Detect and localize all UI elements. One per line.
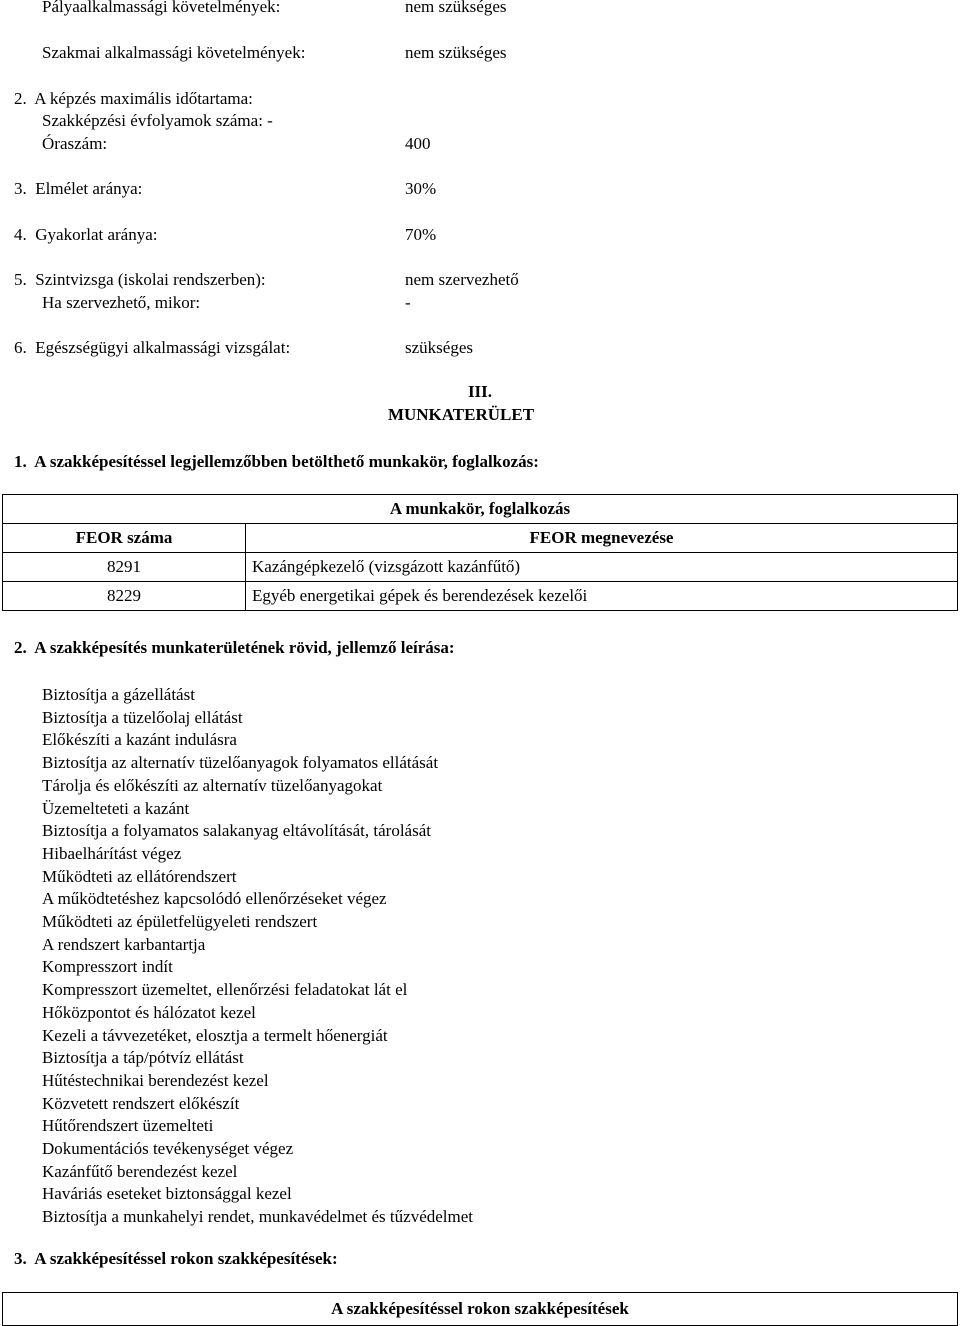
point2-heading: 2. A szakképesítés munkaterületének rövid, jellemző leírása: (14, 638, 455, 657)
egeszsegugyi-label: 6. Egészségügyi alkalmassági vizsgálat: (14, 338, 291, 357)
list-item: Kompresszort üzemeltet, ellenőrzési feladatokat lát el (42, 980, 408, 1000)
palyaalkalmassagi-label: Pályaalkalmassági követelmények: (42, 0, 281, 16)
feor-table (2, 494, 958, 611)
duties-list (42, 684, 473, 1229)
list-item: Tárolja és előkészíti az alternatív tüzelőanyagokat (42, 775, 383, 795)
list-item: A rendszert karbantartja (42, 934, 206, 954)
list-item: Haváriás eseteket biztonsággal kezel (42, 1184, 292, 1204)
szintvizsga-value: nem szervezhető (405, 270, 519, 289)
section-title: MUNKATERÜLET (387, 405, 535, 424)
list-item: Működteti az ellátórendszert (42, 866, 237, 886)
egeszsegugyi-value: szükséges (405, 338, 473, 357)
list-item: Biztosítja az alternatív tüzelőanyagok folyamatos ellátását (42, 753, 439, 773)
szakmai-label: Szakmai alkalmassági követelmények: (42, 43, 306, 62)
list-item: Dokumentációs tevékenységet végez (42, 1139, 294, 1159)
feor-code: 8229 (3, 582, 246, 611)
list-item: Biztosítja a folyamatos salakanyag eltávolítását, tárolását (42, 821, 431, 841)
szakmai-value: nem szükséges (405, 43, 507, 62)
list-item: Biztosítja a munkahelyi rendet, munkavédelmet és tűzvédelmet (42, 1207, 474, 1227)
rokon-table (2, 1292, 958, 1326)
point3-heading: 3. A szakképesítéssel rokon szakképesítések: (14, 1249, 338, 1268)
list-item: Kompresszort indít (42, 957, 173, 977)
point1-heading: 1. A szakképesítéssel legjellemzőbben betölthető munkakör, foglalkozás: (14, 452, 539, 471)
list-item: Kezeli a távvezetéket, elosztja a termelt hőenergiát (42, 1025, 388, 1045)
list-item: Hűtőrendszert üzemelteti (42, 1116, 214, 1136)
list-item: Kazánfűtő berendezést kezel (42, 1161, 238, 1181)
elmelet-label: 3. Elmélet aránya: (14, 179, 143, 198)
list-item: A működtetéshez kapcsolódó ellenőrzéseket végez (42, 889, 387, 909)
feor-caption: A munkakör, foglalkozás (3, 495, 958, 524)
table-row (3, 582, 958, 611)
list-item: Hibaelhárítást végez (42, 843, 182, 863)
list-item: Közvetett rendszert előkészít (42, 1093, 240, 1113)
gyakorlat-label: 4. Gyakorlat aránya: (14, 225, 158, 244)
rokon-table-header: A szakképesítéssel rokon szakképesítések (3, 1293, 958, 1326)
gyakorlat-value: 70% (405, 225, 437, 244)
palyaalkalmassagi-value: nem szükséges (405, 0, 507, 16)
list-item: Előkészíti a kazánt indulásra (42, 730, 237, 750)
elmelet-value: 30% (405, 179, 437, 198)
feor-name: Egyéb energetikai gépek és berendezések kezelői (246, 582, 958, 611)
list-item: Biztosítja a tüzelőolaj ellátást (42, 707, 243, 727)
feor-caption-row (3, 495, 958, 524)
feor-col-code-header: FEOR száma (3, 524, 246, 553)
oraszam-label: Óraszám: (42, 134, 108, 153)
feor-header-row (3, 524, 958, 553)
list-item: Hőközpontot és hálózatot kezel (42, 1002, 256, 1022)
table-row (3, 553, 958, 582)
list-item: Üzemelteteti a kazánt (42, 798, 190, 818)
section-roman-numeral: III. (467, 382, 493, 401)
ha-szervezheto-value: - (405, 293, 411, 312)
rokon-header-row (3, 1293, 958, 1326)
list-item: Biztosítja a gázellátást (42, 685, 195, 704)
oraszam-value: 400 (405, 134, 431, 153)
list-item: Hűtéstechnikai berendezést kezel (42, 1070, 269, 1090)
ha-szervezheto-label: Ha szervezhető, mikor: (42, 293, 201, 312)
kepzes-label: 2. A képzés maximális időtartama: (14, 89, 253, 108)
szintvizsga-label: 5. Szintvizsga (iskolai rendszerben): (14, 270, 266, 289)
feor-name: Kazángépkezelő (vizsgázott kazánfűtő) (246, 553, 958, 582)
list-item: Működteti az épületfelügyeleti rendszert (42, 912, 318, 932)
evfolyamok-label: Szakképzési évfolyamok száma: - (42, 111, 273, 130)
feor-code: 8291 (3, 553, 246, 582)
feor-col-name-header: FEOR megnevezése (246, 524, 958, 553)
list-item: Biztosítja a táp/pótvíz ellátást (42, 1048, 244, 1068)
